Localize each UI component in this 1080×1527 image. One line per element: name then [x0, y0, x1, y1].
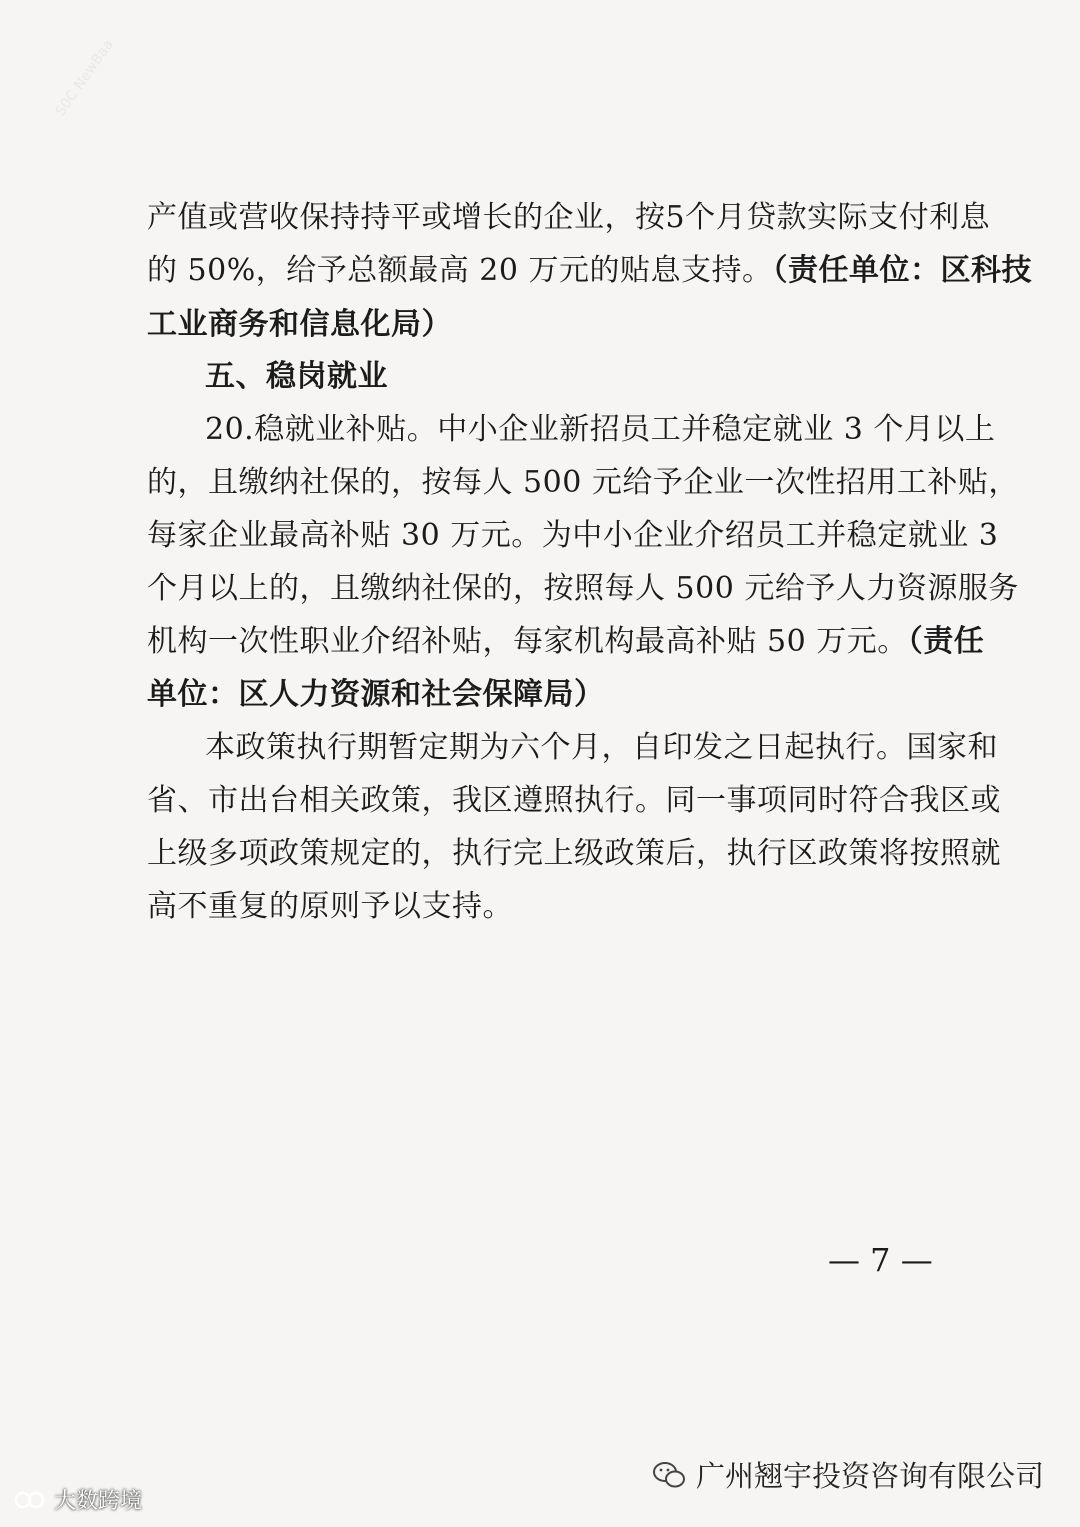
company-watermark: [652, 1454, 1044, 1495]
responsible-unit-label: （责任单位：区科技: [772, 253, 1032, 288]
paragraph-line-10: 单位：区人力资源和社会保障局）: [147, 677, 605, 712]
paragraph-line-6: 的，且缴纳社保的，按每人 500 元给予企业一次性招用工补贴，: [147, 465, 1019, 500]
platform-logo-icon: [14, 1489, 48, 1511]
paragraph-line-12: 省、市出台相关政策，我区遵照执行。同一事项同时符合我区或: [147, 783, 1001, 818]
chat-bubble-icon: [652, 1460, 686, 1490]
platform-watermark: [14, 1484, 142, 1515]
paragraph-line-2: [147, 251, 1032, 291]
paragraph-line-14: 高不重复的原则予以支持。: [147, 889, 513, 924]
paragraph-line-13: 上级多项政策规定的，执行完上级政策后，执行区政策将按照就: [147, 836, 1001, 871]
paragraph-line-3: 工业商务和信息化局）: [147, 307, 452, 342]
paragraph-line-8: 个月以上的，且缴纳社保的，按照每人 500 元给予人力资源服务: [147, 571, 1019, 606]
page-number: — 7 —: [828, 1241, 933, 1279]
paragraph-line-1: 产值或营收保持持平或增长的企业，按5个月贷款实际支付利息: [147, 200, 991, 235]
paragraph-line-5: 20.稳就业补贴。中小企业新招员工并稳定就业 3 个月以上: [205, 412, 996, 447]
section-heading: 五、稳岗就业: [205, 359, 388, 394]
company-name: 广州翘宇投资咨询有限公司: [695, 1459, 1044, 1493]
paragraph-line-9: [147, 622, 985, 662]
paragraph-line-11: 本政策执行期暂定期为六个月，自印发之日起执行。国家和: [205, 730, 998, 765]
platform-name: 大数跨境: [54, 1489, 143, 1514]
paragraph-text: 的 50%，给予总额最高 20 万元的贴息支持。: [147, 253, 773, 288]
background-watermark: S0C NewBaa: [52, 36, 117, 120]
paragraph-text: 机构一次性职业介绍补贴，每家机构最高补贴 50 万元。: [147, 624, 908, 659]
paragraph-line-7: 每家企业最高补贴 30 万元。为中小企业介绍员工并稳定就业 3: [147, 518, 999, 553]
responsible-unit-label: （责任: [907, 624, 985, 659]
